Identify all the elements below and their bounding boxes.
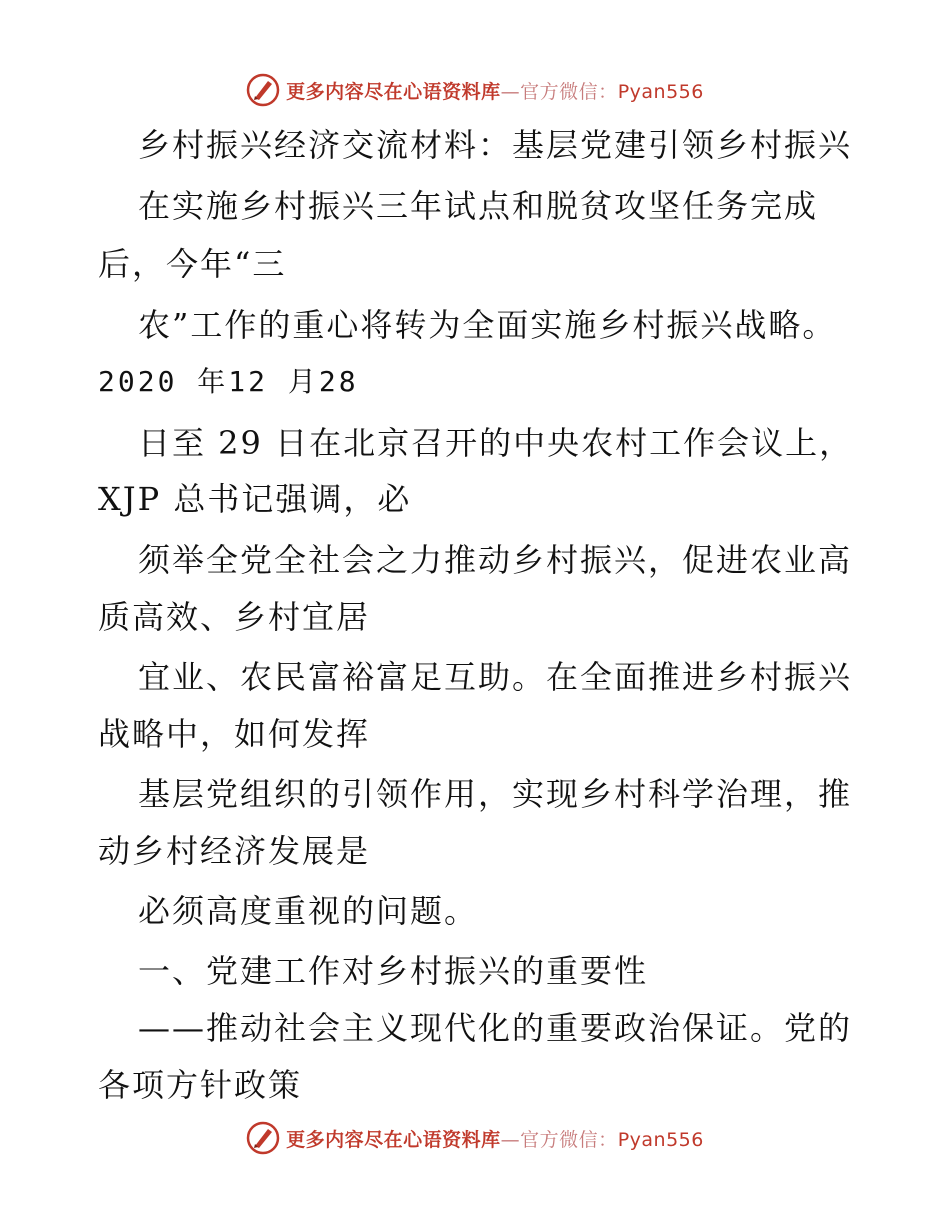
paragraph-line: 必须高度重视的问题。 — [138, 892, 479, 930]
paragraph-line: 宜业、农民富裕富足互助。在全面推进乡村振兴 — [138, 658, 853, 696]
paragraph-line: 2020 年12 月28 — [98, 365, 359, 398]
banner-dash: — — [500, 80, 521, 103]
paragraph-line: 战略中，如何发挥 — [98, 715, 371, 753]
banner-wechat-id: Pyan556 — [617, 80, 704, 103]
footer-banner — [0, 1118, 950, 1158]
banner-wechat-id: Pyan556 — [617, 1128, 704, 1151]
document-title: 乡村振兴经济交流材料：基层党建引领乡村振兴 — [138, 126, 853, 164]
header-banner — [0, 70, 950, 110]
paragraph-line: 基层党组织的引领作用，实现乡村科学治理，推 — [138, 775, 853, 813]
paragraph-line: 在实施乡村振兴三年试点和脱贫攻坚任务完成 — [138, 187, 819, 225]
paragraph-line: 后，今年“三 — [98, 245, 287, 283]
paragraph-line: 质高效、乡村宜居 — [98, 598, 371, 636]
paragraph-line: XJP 总书记强调，必 — [98, 480, 412, 518]
paragraph-line: 日至 29 日在北京召开的中央农村工作会议上， — [138, 424, 854, 462]
paragraph-line: ——推动社会主义现代化的重要政治保证。党的 — [138, 1009, 853, 1047]
banner-label: 官方微信： — [520, 1128, 618, 1151]
banner-text — [286, 77, 704, 104]
paragraph-line: 各项方针政策 — [98, 1066, 303, 1104]
quill-pen-icon — [246, 73, 280, 107]
banner-main-text: 更多内容尽在心语资料库 — [286, 1128, 501, 1151]
paragraph-line: 动乡村经济发展是 — [98, 832, 371, 870]
paragraph-line: 农”工作的重心将转为全面实施乡村振兴战略。 — [138, 306, 837, 344]
paragraph-line: 须举全党全社会之力推动乡村振兴，促进农业高 — [138, 541, 853, 579]
section-heading: 一、党建工作对乡村振兴的重要性 — [138, 952, 649, 990]
banner-dash: — — [500, 1128, 521, 1151]
banner-text — [286, 1125, 704, 1152]
banner-main-text: 更多内容尽在心语资料库 — [286, 80, 501, 103]
quill-pen-icon — [246, 1121, 280, 1155]
banner-label: 官方微信： — [520, 80, 618, 103]
